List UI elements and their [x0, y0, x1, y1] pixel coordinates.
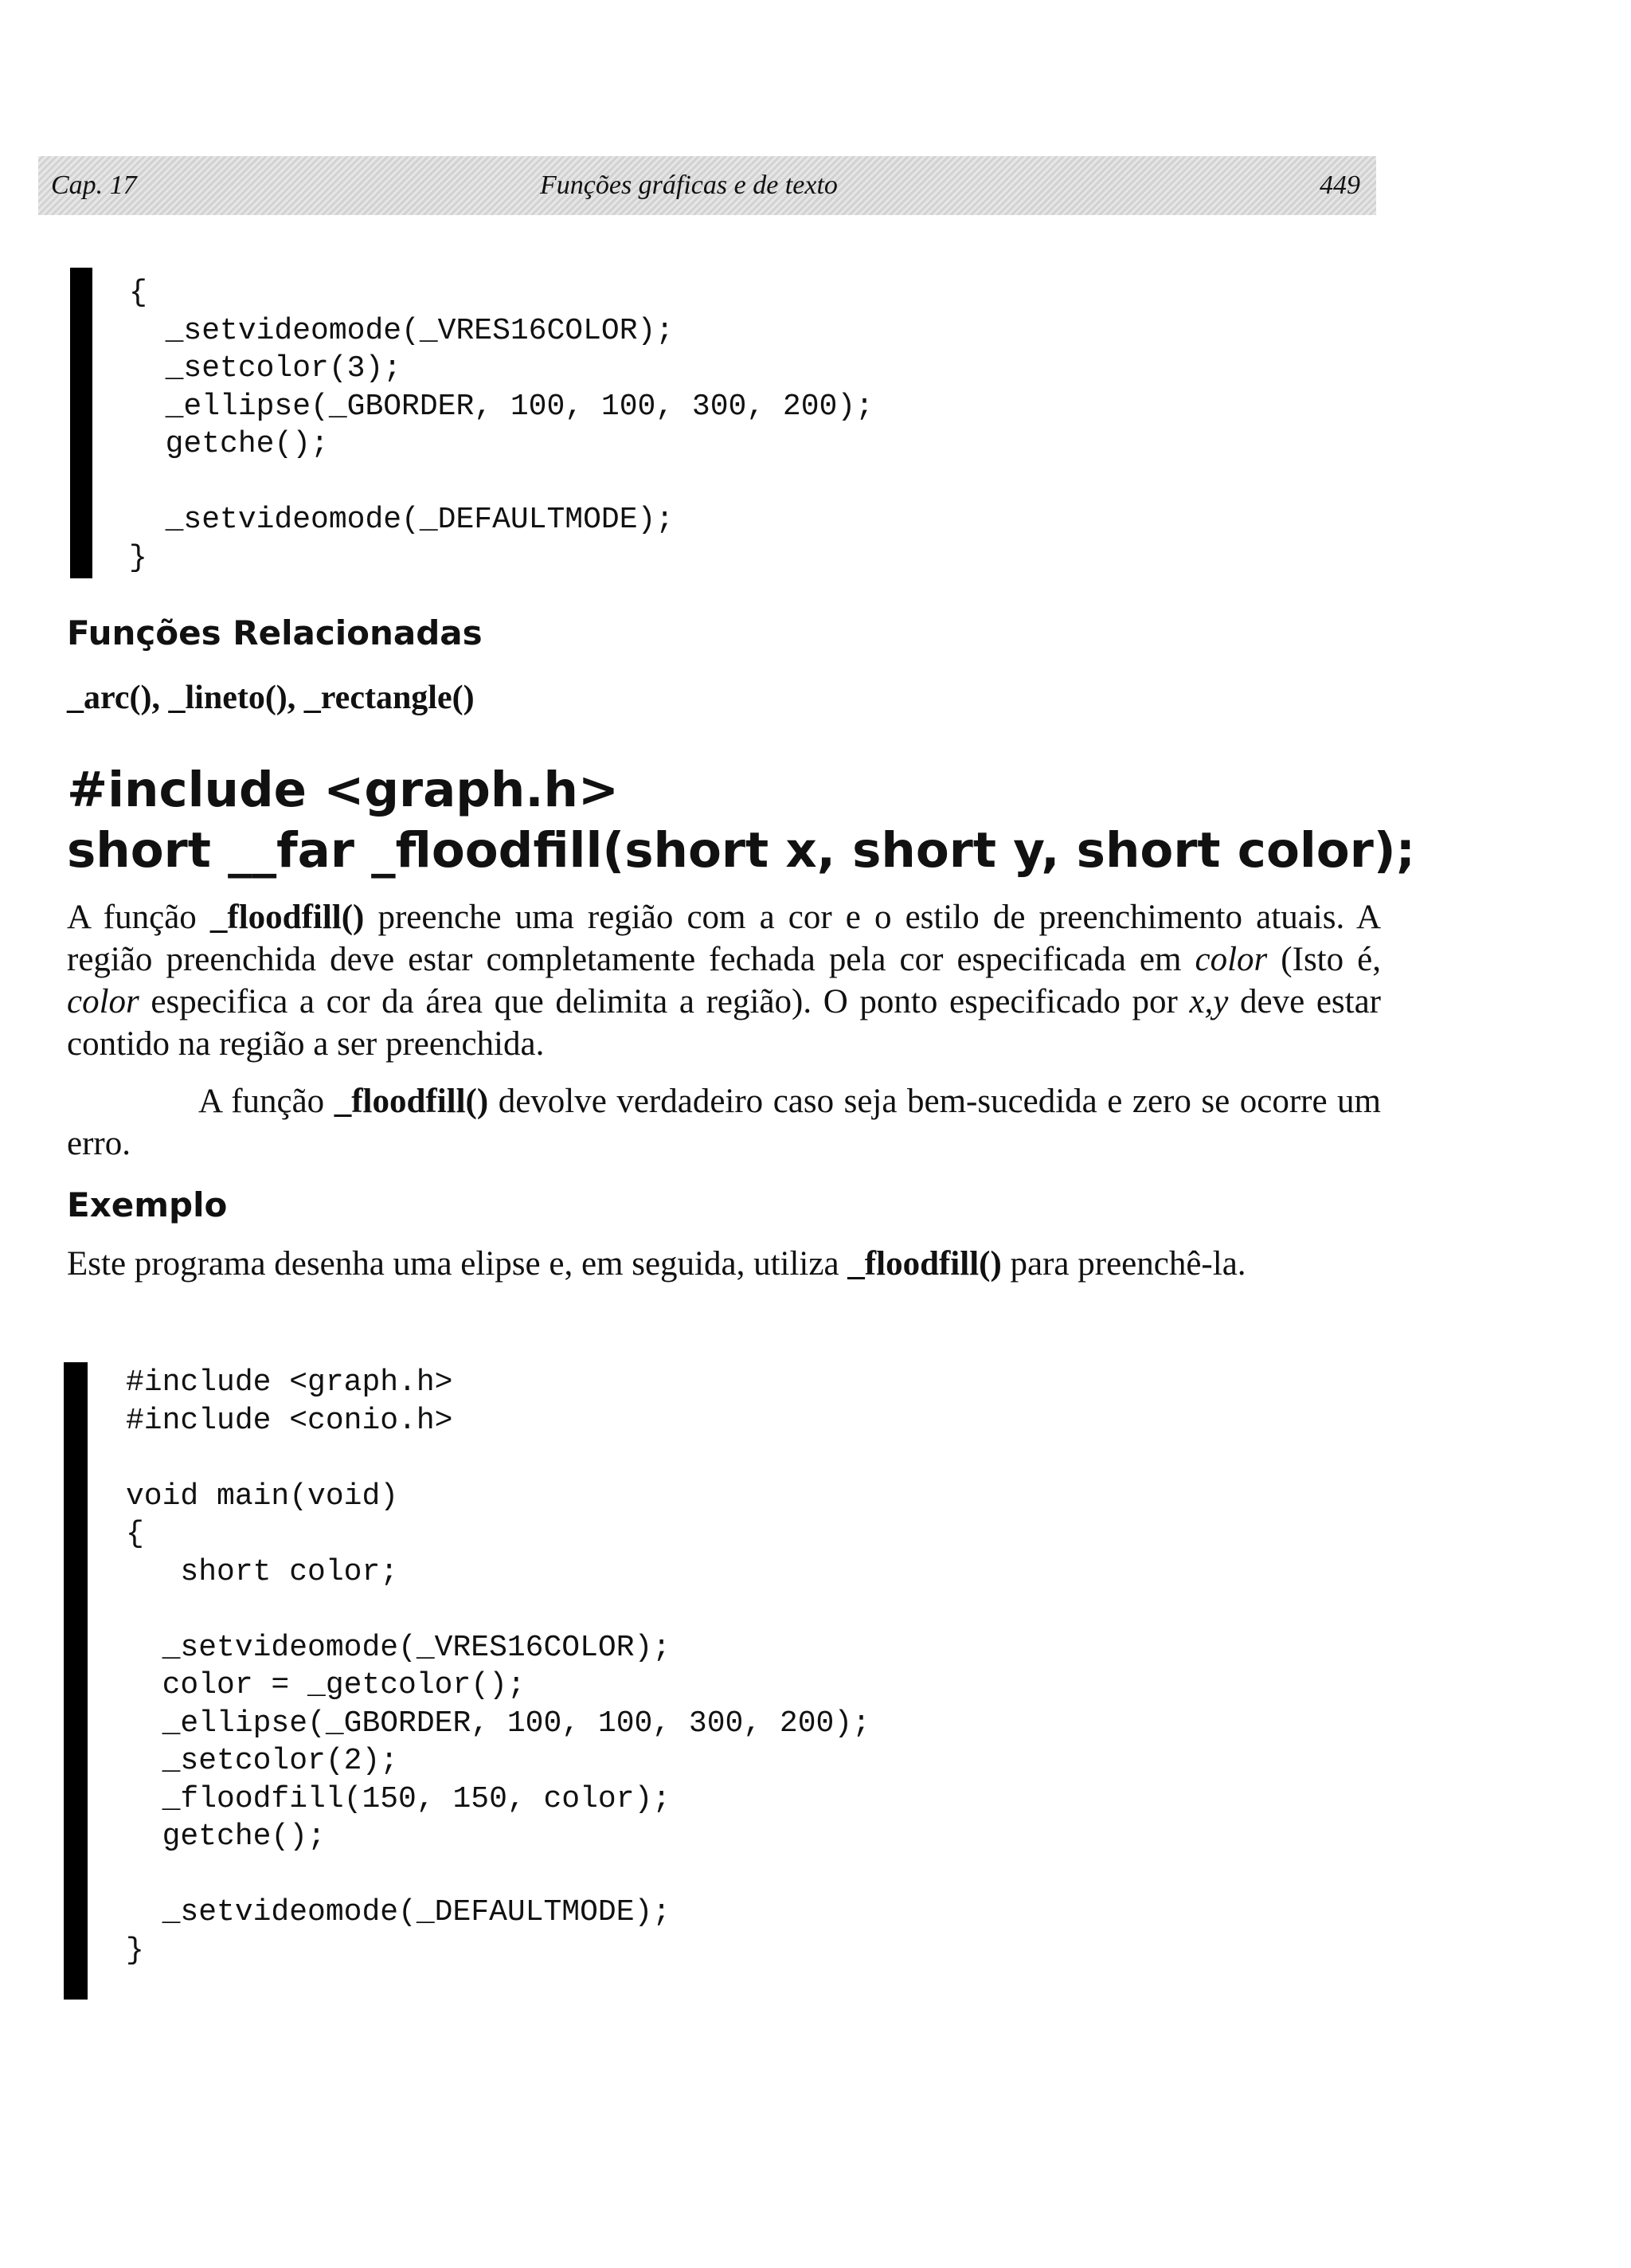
code-line: _setcolor(2);	[126, 1744, 399, 1778]
related-functions-list: _arc(), _lineto(), _rectangle()	[67, 680, 475, 716]
code-line: getche();	[129, 427, 329, 461]
chapter-title: Funções gráficas e de texto	[540, 170, 838, 200]
function-name: _floodfill()	[334, 1083, 489, 1120]
prototype-signature: short __far _floodfill(short x, short y, short color);	[67, 822, 1416, 879]
example-heading: Exemplo	[67, 1185, 228, 1224]
function-name: _floodfill()	[847, 1245, 1002, 1283]
code-margin-bar	[64, 1362, 88, 2000]
chapter-label: Cap. 17	[51, 170, 137, 200]
code-line: _setvideomode(_VRES16COLOR);	[126, 1630, 671, 1665]
running-header	[38, 156, 1376, 215]
return-value-paragraph: A função _floodfill() devolve verdadeiro caso seja bem-sucedida e zero se ocorre um erro.	[67, 1083, 1381, 1162]
description-paragraph: A função _floodfill() preenche uma região com a cor e o estilo de preenchimento atuais. A região preenchida deve estar completamente fechada pela cor especificada em color (Isto é, color especifica a cor da área que delimita a região). O ponto especificado por x,y deve estar contido na região a ser preenchida.	[67, 899, 1381, 1063]
page-number: 449	[1320, 170, 1360, 200]
code-listing-top	[129, 274, 874, 577]
function-name: _floodfill()	[209, 899, 365, 936]
code-line: color = _getcolor();	[126, 1668, 526, 1702]
code-line: _ellipse(_GBORDER, 100, 100, 300, 200);	[129, 389, 874, 424]
code-line: _setcolor(3);	[129, 351, 402, 386]
code-line: _ellipse(_GBORDER, 100, 100, 300, 200);	[126, 1706, 870, 1741]
code-line: _setvideomode(_DEFAULTMODE);	[129, 503, 675, 537]
code-line: #include <graph.h>	[126, 1365, 453, 1400]
prototype-include: #include <graph.h>	[67, 762, 620, 818]
code-line: {	[129, 276, 147, 310]
code-line: }	[126, 1933, 144, 1968]
code-line: short color;	[126, 1554, 399, 1589]
code-line: _floodfill(150, 150, color);	[126, 1781, 671, 1816]
code-line: _setvideomode(_DEFAULTMODE);	[126, 1895, 671, 1929]
code-line: void main(void)	[126, 1479, 399, 1514]
code-line: {	[126, 1517, 144, 1551]
code-line: }	[129, 540, 147, 575]
code-line: getche();	[126, 1819, 326, 1854]
related-functions-heading: Funções Relacionadas	[67, 613, 483, 652]
code-listing-example	[126, 1364, 870, 1969]
code-margin-bar	[70, 268, 92, 578]
code-line: #include <conio.h>	[126, 1403, 453, 1438]
code-line: _setvideomode(_VRES16COLOR);	[129, 313, 675, 348]
example-intro-paragraph: Este programa desenha uma elipse e, em seguida, utiliza _floodfill() para preenchê-la.	[67, 1245, 1246, 1283]
